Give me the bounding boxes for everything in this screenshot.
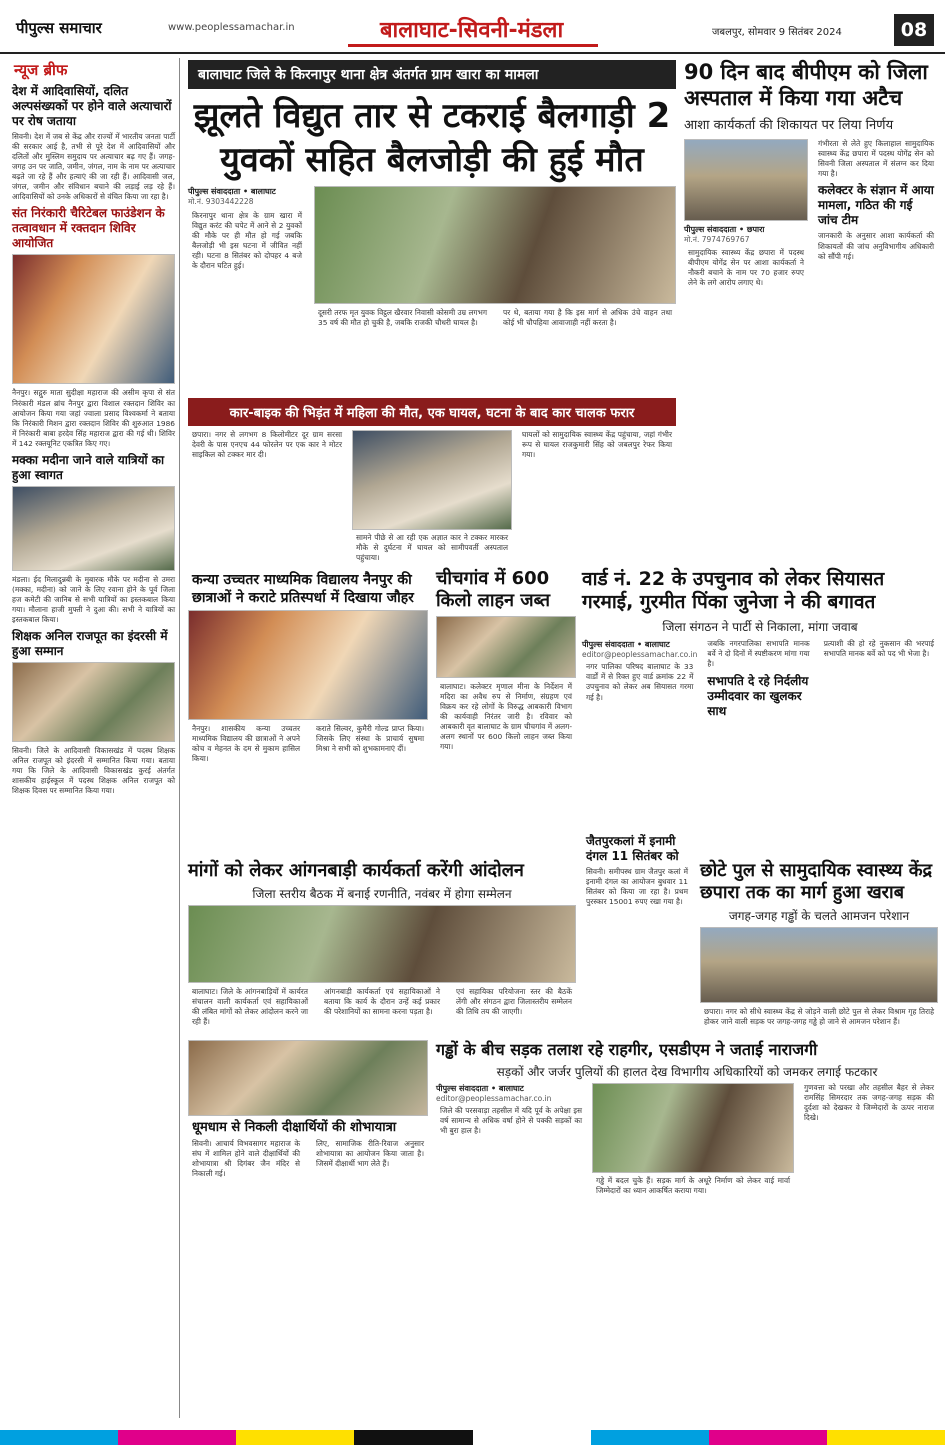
region-underline — [348, 44, 598, 47]
lead-headline: झूलते विद्युत तार से टकराई बैलगाड़ी 2 युवकों सहित बैलजोड़ी की हुई मौत — [193, 96, 671, 180]
accident-body-3: घायलों को सामुदायिक स्वास्थ्य केंद्र पहुंचाया, जहां गंभीर रूप से घायल राजकुमारी सिंह को जबलपुर रेफर किया गया। — [522, 430, 672, 460]
lahan-seizure-photo — [436, 616, 576, 678]
ward-headline: वार्ड नं. 22 के उपचुनाव को लेकर सियासत गरमाई, गुरमीत पिंका जुनेजा ने की बगावत — [582, 568, 885, 614]
karate-body-2: कराते सिल्वर, कुमैरी गोल्ड प्राप्त किया। जिसके लिए संस्था के प्राचार्य सुषमा मिश्रा ने सभी को शुभकामनाएं दीं। — [316, 724, 424, 754]
ward-body-2: जबकि नगरपालिका सभापति मानक बर्वे ने दो दिनों में स्पष्टीकरण मांगा गया है। — [707, 639, 810, 669]
road-story — [700, 860, 938, 1031]
lahan-headline: चीचगांव में 600 किलो लाहन जब्त — [436, 568, 551, 611]
bpm-body-2: गंभीरता से लेते हुए किलाहाल सामुदायिक स्वास्थ्य केंद्र छपारा में पदस्थ योगेंद्र सेन को सिवनी जिला अस्पताल में संलग्न कर दिया गया है। — [818, 139, 934, 179]
aanganwadi-headline: मांगों को लेकर आंगनबाड़ी कार्यकर्ता करेंगी आंदोलन — [188, 860, 524, 881]
section-title: न्यूज ब्रीफ — [14, 61, 68, 79]
bpm-body-1: सामुदायिक स्वास्थ्य केंद्र छपारा में पदस्थ बीपीएम योगेंद्र सेन पर आशा कार्यकर्ता ने नौकरी बचाने के नाम पर 70 हजार रुपए लेने के लगे आरोप लगाए थे। — [688, 248, 804, 288]
karate-students-photo — [188, 610, 428, 720]
bpm-subhead-2: कलेक्टर के संज्ञान में आया मामला, गठित की गई जांच टीम — [818, 183, 934, 228]
karate-story — [188, 568, 428, 768]
aanganwadi-subhead: जिला स्तरीय बैठक में बनाई रणनीति, नवंबर में होगा सम्मेलन — [252, 886, 512, 901]
road-body: छपारा। नगर को सीधे स्वास्थ्य केंद्र से जोड़ने वाली छोटे पुल से लेकर विश्राम गृह तिराहे होकर जाने वाली सड़क पर जगह-जगह गड्ढे हो जाने से आमजन परेशान हैं। — [704, 1006, 934, 1026]
ward-subhead: जिला संगठन ने पार्टी से निकाला, मांगा जवाब — [662, 620, 858, 635]
procession-headline: धूमधाम से निकली दीक्षार्थियों की शोभायात्रा — [192, 1120, 397, 1135]
lead-mobile: मो.नं. 9303442228 — [188, 197, 254, 207]
newspaper-logo: पीपुल्स समाचार — [16, 19, 102, 37]
masthead — [0, 0, 945, 54]
road-headline: छोटे पुल से सामुदायिक स्वास्थ्य केंद्र छपारा तक का मार्ग हुआ खराब — [700, 860, 933, 903]
procession-body-1: सिवनी। आचार्य विभवसागर महाराज के संघ में शामिल होने वाले दीक्षार्थियों की शोभायात्रा श्री दिगंबर जैन मंदिर से निकाली गई। — [192, 1139, 300, 1179]
brief-headline-1: देश में आदिवासियों, दलित अल्पसंख्यकों पर होने वाले अत्याचारों पर रोष जताया — [12, 84, 172, 128]
brief-headline-3: मक्का मदीना जाने वाले यात्रियों का हुआ स्वागत — [12, 452, 165, 482]
bpm-story — [684, 60, 938, 292]
lead-body-2: दूसरी तरफ मृत युवक विट्ठल खैरवार निवासी कोसमी उम्र लगभग 35 वर्ष की मौत हो चुकी है, जबकि राजकी चौधरी घायल है। — [318, 308, 487, 328]
print-color-bar — [0, 1430, 945, 1445]
ward-email[interactable]: editor@peoplessamachar.co.in — [582, 650, 698, 660]
lahan-story — [436, 568, 576, 756]
procession-body-2: लिए, सामाजिक रीति-रिवाज अनुसार शोभायात्रा का आयोजन किया जाता है। जिसमें दीक्षार्थी भाग लेते हैं। — [316, 1139, 424, 1169]
potholes-body-1: जिले की परसवाड़ा तहसील में यदि पूर्व के अपेक्षा इस वर्ष सामान्य से अधिक वर्षा होने से पक्की सड़कों का भी बुरा हाल है। — [440, 1105, 582, 1135]
potholes-email[interactable]: editor@peoplessamachar.co.in — [436, 1093, 552, 1103]
bpm-body-3: जानकारी के अनुसार आशा कार्यकर्ता की शिकायतों की जांच अनुविभागीय अधिकारी को सौंपी गई। — [818, 231, 934, 261]
lead-story — [188, 60, 676, 332]
potholes-body-3: गुणवत्ता को परखा और तहसील बैहर से लेकर रामसिंह सिमरदार तक जगह-जगह सड़क की दुर्दशा को देखकर वे जिम्मेदारों के ऊपर नाराज दिखे। — [804, 1082, 934, 1122]
brief-body-1: सिवनी। देश में जब से केंद्र और राज्यों में भारतीय जनता पार्टी की सरकार आई है, तभी से पूरे देश में आदिवासियों और दलितों और मुस्लिम समुदाय पर अत्याचार बढ़ गए हैं। जगह-जगह उन पर जाति, जमीन, जंगल, नाम के नाम पर अत्याचार बढ़ते जा रहे हैं और हत्याएं की जा रही हैं। आदिवासी जल, जंगल, जमीन और संविधान बचाने की लड़ाई लड़ रहे हैं। आदिवासियों को उनके अधिकारों से वंचित किया जा रहा है। — [12, 132, 175, 202]
dangal-story — [582, 830, 692, 911]
brief-body-4: सिवनी। जिले के आदिवासी विकासखंड में पदस्थ शिक्षक अनिल राजपूत को इंदरसी में सम्मानित किया गया। बताया गया कि जिले के आदिवासी विकासखंड कुरई अंतर्गत शासकीय हाईस्कूल में पदस्थ शिक्षक अनिल राजपूत को शिक्षक दिवस पर सम्मानित किया गया। — [12, 746, 175, 796]
aanganwadi-body-1: बालाघाट। जिले के आंगनबाड़ियों में कार्यरत संचालन वाली कार्यकर्ता एवं सहायिकाओं की लंबित मांगों को लेकर आंदोलन करने जा रही हैं। — [192, 986, 308, 1027]
potholes-headline: गड्ढों के बीच सड़क तलाश रहे राहगीर, एसडीएम ने जताई नाराजगी — [436, 1040, 818, 1059]
dateline: जबलपुर, सोमवार 9 सितंबर 2024 — [712, 27, 842, 38]
ward-body-3: प्रत्याशी की हो रहे नुकसान की भरपाई सभापति मानक बर्वे को पद भी भेजा है। — [823, 639, 934, 659]
lead-kicker: बालाघाट जिले के किरनापुर थाना क्षेत्र अंतर्गत ग्राम खारा का मामला — [188, 60, 676, 89]
lead-body-1: किरनापुर थाना क्षेत्र के ग्राम खारा में विद्युत करंट की चपेट में आने से 2 युवकों की मौके पर ही मौत हो गई जबकि बैलजोड़ी भी इस घटना में जीवित नहीं रही। घटना 8 सितंबर को दोपहर 4 बजे के दौरान घटित हुई। — [192, 211, 302, 271]
potholes-byline: पीपुल्स संवाददाता • बालाघाट — [436, 1083, 524, 1093]
karate-body-1: नैनपुर। शासकीय कन्या उच्चतर माध्यमिक विद्यालय की छात्राओं ने अपने कोच व मेहनत के दम से मुकाम हासिल किया। — [192, 724, 300, 764]
potholes-story — [436, 1040, 938, 1200]
accident-story — [188, 398, 676, 567]
brief-body-2: नैनपुर। सद्गुरु माता सुदीक्षा महाराज की असीम कृपा से संत निरंकारी मंडल ब्रांच नैनपुर द्वारा विशाल रक्तदान शिविर का आयोजन किया गया जहां ज्वाला प्रसाद विश्वकर्मा ने बताया कि निरंकारी मिशन द्वारा रक्तदान शिविर की शुरुआत 1986 में निरंकारी बाबा हरदेव सिंह महाराज द्वारा की गई थी। शिविर में 142 रक्तयूनिट एकत्रित किए गए। — [12, 388, 175, 448]
brief-body-3: मंडला। ईद मिलादुन्नबी के मुबारक मौके पर मदीना से उमरा (मक्का, मदीना) को जाने के लिए रवाना होने के पूर्व जिला हज कमेटी की जानिब से सभी यात्रियों का इस्तकबाल किया गया। मौलाना हाजी मुफ्ती ने दुआ की। सभी ने यात्रियों का इस्तकबाल किया। — [12, 574, 175, 625]
page-number: 08 — [894, 14, 934, 46]
lead-byline: पीपुल्स संवाददाता • बालाघाट — [188, 187, 276, 197]
procession-story — [188, 1040, 428, 1184]
bpm-mobile: मो.नं. 7974769767 — [684, 235, 750, 245]
potholes-subhead: सड़कों और जर्जर पुलियों की हालत देख विभागीय अधिकारियों को जमकर लगाई फटकार — [496, 1064, 878, 1079]
ward-story — [582, 568, 938, 722]
lead-body-3: पर थे, बताया गया है कि इस मार्ग से अधिक उंचे वाहन तथा कोई भी चौपहिया आवाजाही नहीं करता है। — [503, 308, 672, 328]
sdm-inspection-photo — [592, 1083, 794, 1173]
karate-headline: कन्या उच्चतर माध्यमिक विद्यालय नैनपुर की छात्राओं ने कराटे प्रतिस्पर्धा में दिखाया जौहर — [192, 572, 414, 606]
bpm-byline: पीपुल्स संवाददाता • छपारा — [684, 225, 765, 235]
teacher-honour-photo — [12, 662, 175, 742]
accident-body-1: छपारा। नगर से लगभग 8 किलोमीटर दूर ग्राम सरसा देवरी के पास एनएच 44 फोरलेन पर एक कार ने मोटर साइकिल को टक्कर मार दी। — [192, 430, 342, 460]
brief-headline-4: शिक्षक अनिल राजपूत का इंदरसी में हुआ सम्मान — [12, 629, 168, 659]
accident-car-photo — [352, 430, 512, 530]
aanganwadi-meeting-photo — [188, 905, 576, 983]
road-subhead: जगह-जगह गड्ढों के चलते आमजन परेशान — [728, 908, 910, 923]
ward-byline: पीपुल्स संवाददाता • बालाघाट — [582, 640, 670, 650]
damaged-road-photo — [700, 927, 938, 1003]
bpm-headline: 90 दिन बाद बीपीएम को जिला अस्पताल में किया गया अटैच — [684, 60, 928, 110]
dangal-body: सिवनी। समीपस्थ ग्राम जैतपुर कलां में इनामी दंगल का आयोजन बुधवार 11 सितंबर को किया जा रहा है। प्रथम पुरस्कार 15001 रुपए रखा गया है। — [586, 867, 688, 907]
dangal-headline: जैतपुरकलां में इनामी दंगल 11 सितंबर को — [586, 834, 679, 863]
region-title: बालाघाट-सिवनी-मंडला — [380, 18, 564, 43]
accident-body-2: सामने पीछे से आ रही एक अज्ञात कार ने टक्कर मारकर मौके से दुर्घटना में घायल को सामीपवर्ती अस्पताल पहुंचाया। — [356, 533, 508, 563]
health-centre-photo — [684, 139, 808, 221]
aanganwadi-body-2: आंगनबाड़ी कार्यकर्ता एवं सहायिकाओं ने बताया कि कार्य के दौरान उन्हें कई प्रकार की परेशानियों का सामना करना पड़ता है। — [324, 986, 440, 1017]
bpm-subhead: आशा कार्यकर्ता की शिकायत पर लिया निर्णय — [684, 118, 894, 134]
ward-body-1: नगर पालिका परिषद बालाघाट के 33 वार्डों में से रिक्त हुए वार्ड क्रमांक 22 में उपचुनाव को लेकर अब सियासत गरमा गई है। — [586, 662, 694, 702]
website-url[interactable]: www.peoplessamachar.in — [168, 22, 295, 33]
aanganwadi-story — [188, 860, 576, 1031]
blood-camp-photo — [12, 254, 175, 384]
aanganwadi-body-3: एवं सहायिका परियोजना स्तर की बैठकें लेंगी और संगठन द्वारा जिलास्तरीय सम्मेलन की तिथि तय की जाएगी। — [456, 986, 572, 1017]
lahan-body: बालाघाट। कलेक्टर मृणाल मीना के निर्देशन में मदिरा का अवैध रुप से निर्माण, संग्रहण एवं विक्रय कर रहे लोगों के विरुद्ध आबकारी विभाग की कार्यवाही निरंतर जारी है। रविवार को आबकारी वृत बालाघाट के ग्राम चीचगांव में अलग-अलग स्थानों पर 600 किलो लाहन जब्त किया गया। — [440, 681, 572, 752]
brief-headline-2: संत निरंकारी चैरिटेबल फाउंडेशन के तत्वावधान में रक्तदान शिविर आयोजित — [12, 206, 165, 251]
hajj-pilgrims-photo — [12, 486, 175, 571]
potholes-body-2: गड्ढे में बदल चुके हैं। सड़क मार्ग के अधूरे निर्माण को लेकर वाई मार्वा जिम्मेदारों का ध्यान आकर्षित कराया गया। — [596, 1175, 790, 1195]
procession-photo — [188, 1040, 428, 1116]
accident-scene-photo — [314, 186, 676, 304]
news-brief-column — [8, 58, 180, 1418]
accident-headline: कार-बाइक की भिड़ंत में महिला की मौत, एक घायल, घटना के बाद कार चालक फरार — [188, 398, 676, 426]
ward-subhead-2: सभापति दे रहे निर्दलीय उम्मीदवार का खुलकर साथ — [707, 673, 809, 718]
